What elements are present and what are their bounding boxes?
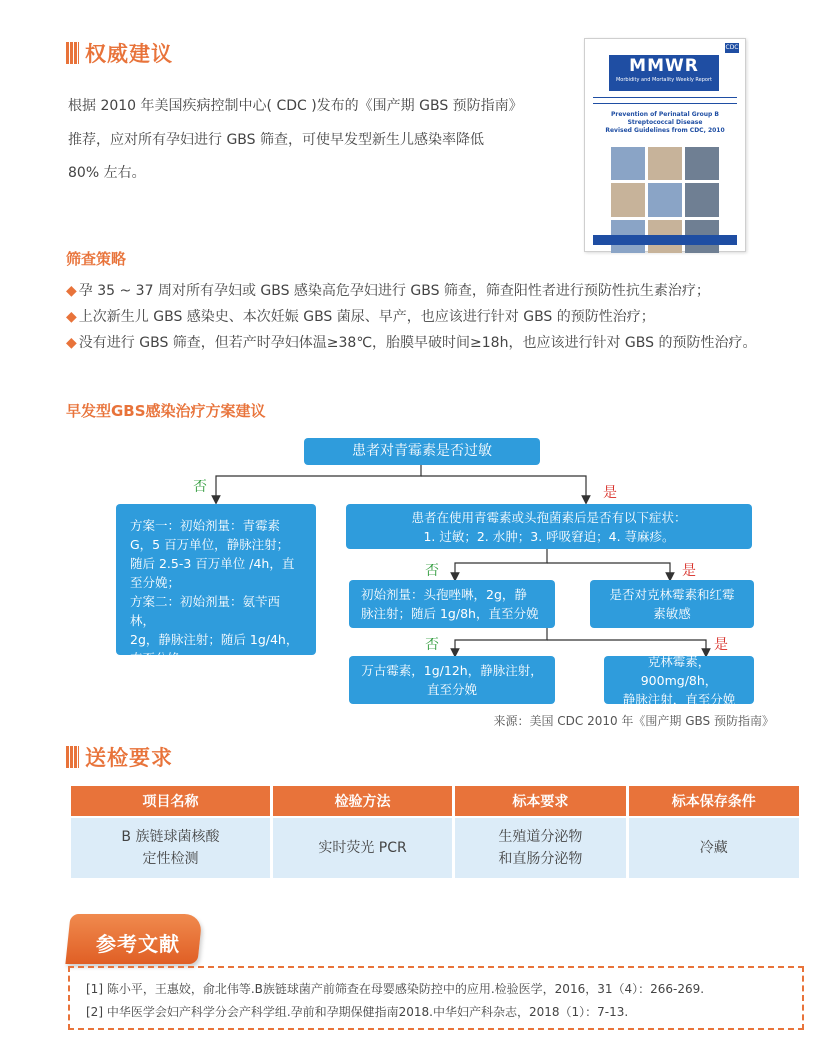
column-header: 标本要求 bbox=[455, 786, 625, 816]
list-item: [1] 陈小平，王惠姣，俞北伟等.B族链球菌产前筛查在母婴感染防控中的应用.检验医学，2016，31（4）：266-269. bbox=[86, 982, 705, 996]
submit-title-text: 送检要求 bbox=[85, 746, 173, 770]
intro-line: 80% 左右。 bbox=[68, 165, 146, 182]
cell-line: 生殖道分泌物 bbox=[498, 829, 583, 845]
cover-title-line: Streptococcal Disease bbox=[627, 119, 703, 126]
submit-section-title bbox=[66, 742, 173, 772]
list-item: ◆ 没有进行 GBS 筛查，但若产时孕妇体温≥38℃，胎膜早破时间≥18h，也应该进行针对 GBS 的预防性治疗。 bbox=[66, 330, 806, 356]
cell-line: 和直肠分泌物 bbox=[498, 851, 583, 867]
table-header-row bbox=[71, 786, 799, 816]
table-row bbox=[71, 818, 799, 878]
table-cell-item bbox=[71, 818, 270, 878]
penicillin-plan-box bbox=[116, 504, 316, 666]
vancomycin-plan-box bbox=[349, 656, 555, 704]
flow-source-note: 来源：美国 CDC 2010 年《围产期 GBS 预防指南》 bbox=[493, 714, 774, 728]
cdc-logo: CDC bbox=[725, 44, 739, 51]
plan-line: 至分娩； bbox=[130, 575, 181, 590]
flow-title: 早发型GBS感染治疗方案建议 bbox=[66, 402, 266, 420]
plan-line: 直至分娩。 bbox=[130, 651, 193, 666]
allergy-symptom-question-box bbox=[346, 504, 752, 549]
cover-title-line: Revised Guidelines from CDC, 2010 bbox=[605, 127, 725, 134]
column-header: 项目名称 bbox=[71, 786, 270, 816]
plan-line: 方案一：初始剂量：青霉素 bbox=[130, 518, 281, 533]
plan-line: 静脉注射，直至分娩 bbox=[622, 691, 736, 707]
clindamycin-sensitivity-question-box bbox=[590, 580, 754, 628]
cefazolin-plan-box bbox=[349, 580, 555, 628]
mmwr-masthead-subtitle: Morbidity and Mortality Weekly Report bbox=[615, 77, 712, 83]
question-line: 1. 过敏；2. 水肿；3. 呼吸窘迫；4. 荨麻疹。 bbox=[423, 528, 675, 544]
no-label: 否 bbox=[425, 563, 439, 579]
root-question-box: 患者对青霉素是否过敏 bbox=[304, 438, 540, 465]
requirements-table bbox=[68, 786, 802, 878]
section-bar-icon bbox=[66, 746, 79, 768]
column-header: 检验方法 bbox=[273, 786, 452, 816]
plan-line: G，5 百万单位，静脉注射； bbox=[130, 537, 290, 552]
list-item: ◆ 孕 35 ~ 37 周对所有孕妇或 GBS 感染高危孕妇进行 GBS 筛查，筛查阳性者进行预防性抗生素治疗； bbox=[66, 278, 806, 304]
plan-line: 克林霉素，900mg/8h， bbox=[640, 653, 718, 688]
table-cell-method: 实时荧光 PCR bbox=[273, 818, 452, 878]
reference-title: 参考文献 bbox=[96, 932, 180, 956]
mmwr-masthead-title: MMWR bbox=[629, 56, 699, 76]
no-label: 否 bbox=[425, 637, 439, 653]
list-item: [2] 中华医学会妇产科学分会产科学组.孕前和孕期保健指南2018.中华妇产科杂志，2018（1）：7-13. bbox=[86, 1005, 629, 1019]
list-item: ◆ 上次新生儿 GBS 感染史、本次妊娠 GBS 菌尿、早产，也应该进行针对 GBS 的预防性治疗； bbox=[66, 304, 806, 330]
intro-line: 推荐，应对所有孕妇进行 GBS 筛查，可使早发型新生儿感染率降低 bbox=[68, 131, 484, 148]
no-label: 否 bbox=[193, 479, 207, 495]
question-line: 患者在使用青霉素或头孢菌素后是否有以下症状： bbox=[411, 509, 687, 525]
question-line: 素敏感 bbox=[653, 606, 691, 621]
clindamycin-plan-box bbox=[604, 653, 754, 707]
yes-label: 是 bbox=[714, 637, 728, 653]
table-cell-sample bbox=[455, 818, 625, 878]
plan-line: 初始剂量：头孢唑啉，2g，静 bbox=[361, 587, 527, 602]
cell-line: B 族链球菌核酸 bbox=[121, 829, 220, 845]
cell-line: 定性检测 bbox=[142, 851, 199, 867]
plan-line: 2g，静脉注射；随后 1g/4h， bbox=[130, 632, 299, 647]
yes-label: 是 bbox=[682, 563, 696, 579]
reference-list bbox=[68, 966, 804, 1030]
plan-line: 方案二：初始剂量：氨苄西林， bbox=[130, 594, 281, 628]
cover-title-line: Prevention of Perinatal Group B bbox=[610, 111, 719, 118]
plan-line: 随后 2.5-3 百万单位 /4h，直 bbox=[130, 556, 295, 571]
plan-line: 万古霉素，1g/12h，静脉注射， bbox=[361, 663, 543, 678]
plan-line: 直至分娩 bbox=[426, 682, 477, 697]
authority-title-text: 权威建议 bbox=[85, 42, 173, 66]
plan-line: 脉注射；随后 1g/8h，直至分娩 bbox=[361, 606, 539, 621]
table-cell-storage: 冷藏 bbox=[629, 818, 799, 878]
column-header: 标本保存条件 bbox=[629, 786, 799, 816]
intro-line: 根据 2010 年美国疾病控制中心( CDC )发布的《围产期 GBS 预防指南》 bbox=[68, 98, 523, 114]
question-line: 是否对克林霉素和红霉 bbox=[609, 587, 735, 602]
screening-title: 筛查策略 bbox=[66, 250, 127, 268]
yes-label: 是 bbox=[603, 485, 617, 501]
